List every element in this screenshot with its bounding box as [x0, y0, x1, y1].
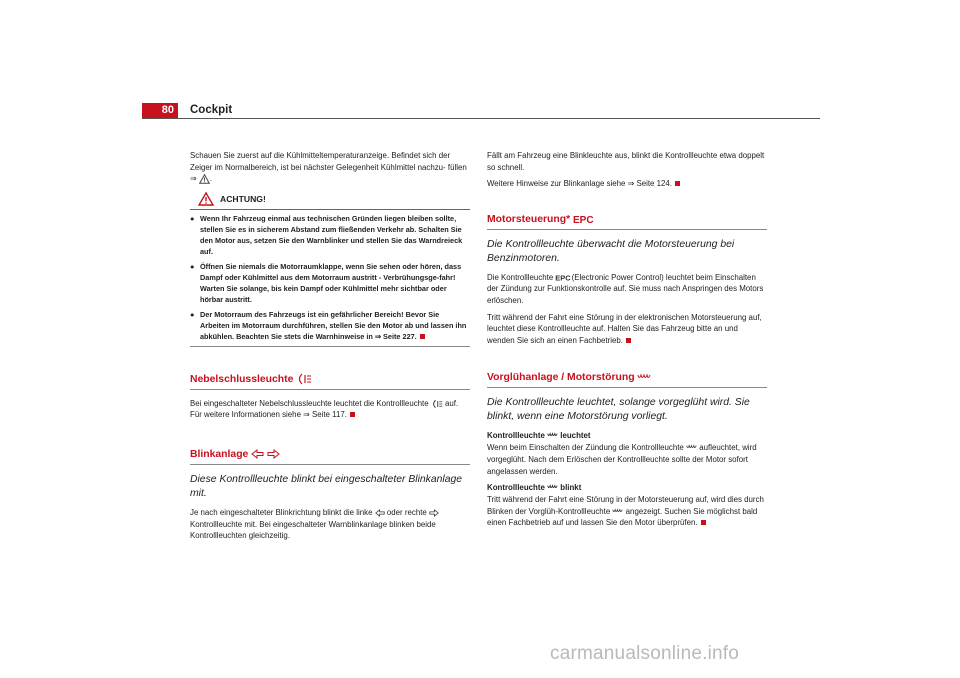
section-title-fog: Nebelschlussleuchte [190, 373, 470, 387]
warning-triangle-icon [198, 192, 214, 206]
glow-paragraph: Wenn beim Einschalten der Zündung die Kontrollleuchte aufleuchtet, wird vorgeglüht. Nach dem Erlöschen der Kontrollleuchte sollte der Motor sofort angelassen werden. [487, 443, 757, 476]
svg-text:EPC: EPC [573, 215, 594, 227]
warning-item: ● Wenn Ihr Fahrzeug einmal aus technischen Gründen liegen bleiben sollte, stellen Sie es in sicherem Abstand zum fließenden Verkehr ab. Schalten Sie den Motor aus, setzen Sie den Warnblinker und stellen Sie das Warndreieck auf. [190, 213, 463, 256]
turn-signal-right-icon [267, 449, 280, 459]
bullet: ● [190, 261, 195, 271]
bullet: ● [190, 309, 195, 319]
fog-paragraph: Bei eingeschalteter Nebelschlussleuchte leuchtet die Kontrollleuchte auf. Für weitere Informationen siehe ⇒ Seite 117. [190, 398, 459, 420]
section-divider [487, 387, 767, 388]
section-divider [190, 389, 470, 390]
glow-plug-icon [686, 444, 697, 452]
glow-paragraph: Tritt während der Fahrt eine Störung in der Motorsteuerung auf, wird dies durch Blinken der Vorglüh-Kontrollleuchte angezeigt. Suchen Sie möglichst bald einen Fachbetrieb auf und lassen Sie den Motor überprüfen. [487, 495, 764, 528]
warning-triangle-icon [199, 174, 210, 184]
svg-text:EPC: EPC [555, 273, 572, 283]
end-marker [350, 412, 355, 417]
warning-item: ● Der Motorraum des Fahrzeugs ist ein gefährlicher Bereich! Bevor Sie Arbeiten im Motorraum durchführen, stellen Sie den Motor ab und lassen ihn abkühlen. Beachten Sie stets die Warnhinweise in ⇒ Seite 227. [190, 309, 467, 341]
header-divider [142, 118, 820, 119]
section-subtitle: Die Kontrollleuchte leuchtet, solange vorgeglüht wird. Sie blinkt, wenn eine Motorstörung vorliegt. [487, 397, 750, 423]
page-number: 80 [142, 103, 178, 118]
warning-bottom-divider [190, 346, 470, 347]
turn-signal-left-icon [251, 449, 264, 459]
section-subtitle: Diese Kontrollleuchte blinkt bei eingeschalteter Blinkanlage mit. [190, 473, 463, 499]
fog-light-icon [296, 373, 312, 385]
right-column [487, 150, 767, 534]
intro-paragraph: Schauen Sie zuerst auf die Kühlmitteltemperaturanzeige. Befindet sich der Zeiger im Normalbereich, ist bei nächster Gelegenheit Kühlmittel nachzu- füllen ⇒ . [190, 151, 467, 184]
subheading-blinks: Kontrollleuchte blinkt [487, 483, 582, 493]
section-title-motor: Motorsteuerung* EPC [487, 213, 594, 227]
glow-plug-icon [612, 508, 623, 516]
blink-paragraph: Je nach eingeschalteter Blinkrichtung blinkt die linke oder rechte Kontrollleuchte mit. Bei eingeschalteter Warnblinkanlage blinken beide Kontrollleuchten gleichzeitig. [190, 507, 470, 542]
left-column [190, 150, 470, 547]
section-title-glow: Vorglühanlage / Motorstörung [487, 371, 767, 385]
section-subtitle: Die Kontrollleuchte überwacht die Motorsteuerung bei Benzinmotoren. [487, 238, 735, 264]
turn-signal-left-icon [375, 509, 385, 517]
end-marker [675, 181, 680, 186]
fog-light-icon [431, 399, 443, 409]
motor-paragraph: Tritt während der Fahrt eine Störung in der elektronischen Motorsteuerung auf, leuchtet diese Kontrollleuchte auf. Halten Sie das Fahrzeug bitte an und wenden Sie sich an einen Fachbetrieb. [487, 312, 762, 345]
blink-reference-paragraph: Weitere Hinweise zur Blinkanlage siehe ⇒ Seite 124. [487, 178, 767, 190]
turn-signal-right-icon [429, 509, 439, 517]
end-marker [626, 338, 631, 343]
epc-icon [573, 213, 594, 227]
epc-icon [555, 273, 572, 283]
blink-continued-paragraph: Fällt am Fahrzeug eine Blinkleuchte aus, blinkt die Kontrollleuchte etwa doppelt so schnell. [487, 151, 765, 172]
warning-item: ● Öffnen Sie niemals die Motorraumklappe, wenn Sie sehen oder hören, dass Dampf oder Kühlmittel aus dem Motorraum austritt - Verbrühungsge-fahr! Warten Sie solange, bis kein Dampf oder Kühlmittel mehr sichtbar oder hörbar austritt. [190, 261, 462, 304]
bullet: ● [190, 213, 195, 223]
glow-plug-icon [547, 484, 558, 492]
end-marker [420, 334, 425, 339]
end-marker [701, 520, 706, 525]
warning-label: ACHTUNG! [220, 193, 266, 204]
chapter-title: Cockpit [190, 104, 233, 116]
glow-plug-icon [547, 432, 558, 440]
warning-box [190, 191, 470, 347]
section-divider [190, 464, 470, 465]
section-divider [487, 229, 767, 230]
watermark: carmanualsonline.info [550, 643, 740, 664]
warning-divider [190, 209, 470, 210]
subheading-lights: Kontrollleuchte leuchtet [487, 431, 591, 441]
glow-plug-icon [637, 373, 651, 383]
motor-paragraph: Die Kontrollleuchte EPC (Electronic Power Control) leuchtet beim Einschalten der Zündung zur Funktionskontrolle auf. Sie muss nach Anspringen des Motors erlöschen. [487, 272, 764, 305]
section-title-blink: Blinkanlage [190, 448, 470, 462]
